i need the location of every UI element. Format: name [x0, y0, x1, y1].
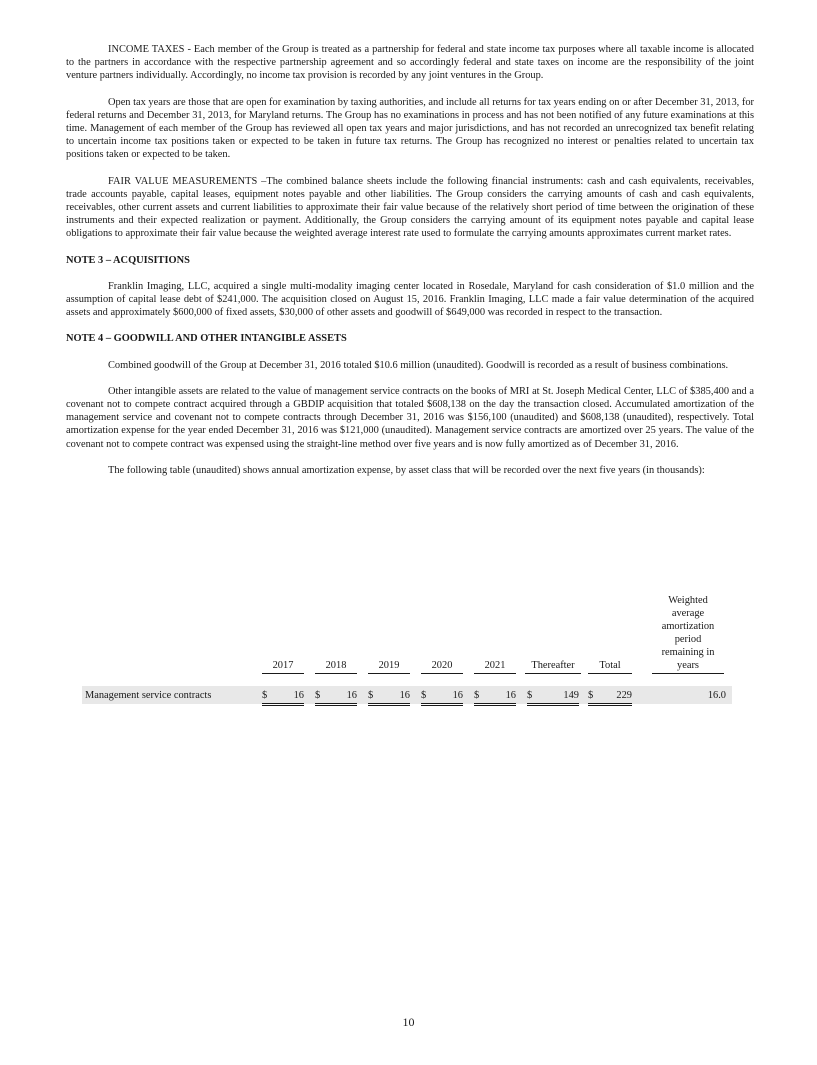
- cell-thereafter: [527, 689, 579, 706]
- note3-heading: NOTE 3 – ACQUISITIONS: [66, 254, 190, 266]
- col-header-2020: 2020: [421, 659, 463, 674]
- col-header-total: Total: [588, 659, 632, 674]
- note4-table-intro: The following table (unaudited) shows annual amortization expense, by asset class that will be recorded over the next five years (in thousands):: [108, 464, 705, 476]
- row-label: Management service contracts: [85, 690, 212, 701]
- table-row: [82, 686, 732, 704]
- value-weighted-average: 16.0: [707, 690, 726, 701]
- value-total: 229: [616, 690, 632, 701]
- page-number: 10: [402, 1015, 415, 1029]
- note4-intangibles-paragraph: Other intangible assets are related to the value of management service contracts on the books of MRI at St. Joseph Medical Center, LLC of $385,400 and a covenant not to compete contract acquired through a GBDIP acquisition that totaled $608,138 on the day the transaction closed. Accumulated amortization of the management service and covenant not to compete contracts through December 31, 2016 was $156,100 (unaudited) and $608,138 (unaudited), respectively. Total amortization expense for the year ended December 31, 2016 was $121,000 (unaudited). Management service contracts are amortized over 25 years. The value of the covenant not to compete contract was expensed using the straight-line method over five years and is now fully amortized as of December 31, 2016.: [66, 385, 754, 450]
- currency-symbol: $: [421, 690, 427, 701]
- table-header: [82, 588, 732, 674]
- currency-symbol: $: [474, 690, 480, 701]
- currency-symbol: $: [588, 690, 594, 701]
- note4-goodwill-paragraph: Combined goodwill of the Group at December 31, 2016 totaled $10.6 million (unaudited). Goodwill is recorded as a result of business combinations.: [108, 359, 729, 371]
- currency-symbol: $: [527, 690, 533, 701]
- value-2018: 16: [346, 690, 357, 701]
- value-2017: 16: [293, 690, 304, 701]
- col-header-thereafter: Thereafter: [525, 659, 581, 674]
- col-header-2021: 2021: [474, 659, 516, 674]
- weighted-header-line: average: [671, 608, 705, 619]
- col-header-2019: 2019: [368, 659, 410, 674]
- weighted-header-line: remaining in: [661, 647, 715, 658]
- cell-2020: [421, 689, 463, 706]
- fair-value-paragraph: FAIR VALUE MEASUREMENTS –The combined balance sheets include the following financial instruments: cash and cash equivalents, receivables, trade accounts payable, capital leases, equipment notes payable and other liabilities. The Group considers the carrying amounts of cash and cash equivalents, receivables, other current assets and current liabilities to approximate their fair value because of the relatively short period of time between the origination of these instruments and their expected realization or payment. Additionally, the Group considers the carrying amount of its equipment notes payable and capital lease obligations to approximate their fair value because the weighted average interest rate used to formulate the carrying amounts approximates current market rates.: [66, 175, 754, 240]
- cell-2018: [315, 689, 357, 706]
- cell-2017: [262, 689, 304, 706]
- value-2019: 16: [399, 690, 410, 701]
- note4-heading: NOTE 4 – GOODWILL AND OTHER INTANGIBLE ASSETS: [66, 333, 347, 345]
- cell-2021: [474, 689, 516, 706]
- col-header-weighted-average: [652, 594, 724, 674]
- open-tax-years-paragraph: Open tax years are those that are open for examination by taxing authorities, and include all returns for tax years ending on or after December 31, 2013, for federal returns and December 31, 2013, for Maryland returns. The Group has no examinations in process and has not been notified of any future examinations at this time. Management of each member of the Group has reviewed all open tax years and major jurisdictions, and has not recorded an unrecognized tax benefit relating to uncertain income tax positions taken or expected to be taken in future tax returns. The Group has recognized no interest or penalties related to uncertain tax positions taken or expected to be taken.: [66, 96, 754, 161]
- income-taxes-paragraph: INCOME TAXES - Each member of the Group is treated as a partnership for federal and state income tax purposes where all taxable income is allocated to the partners in accordance with the respective partnership agreement and so accordingly federal and state taxes on income are the responsibility of the joint venture partners individually. Accordingly, no income tax provision is recorded by any joint ventures in the Group.: [66, 44, 754, 82]
- value-2021: 16: [505, 690, 516, 701]
- weighted-header-line: years: [677, 660, 699, 671]
- cell-2019: [368, 689, 410, 706]
- currency-symbol: $: [368, 690, 374, 701]
- amortization-table: [82, 588, 732, 704]
- col-header-2018: 2018: [315, 659, 357, 674]
- currency-symbol: $: [262, 690, 268, 701]
- weighted-header-line: Weighted: [668, 595, 708, 606]
- note3-paragraph: Franklin Imaging, LLC, acquired a single multi-modality imaging center located in Rosedale, Maryland for cash consideration of $1.0 million and the assumption of capital lease debt of $241,000. The acquisition closed on August 15, 2016. Franklin Imaging, LLC made a fair value determination of the acquired assets and approximately $600,000 of fixed assets, $30,000 of other assets and goodwill of $649,000 was recorded in respect to the transaction.: [66, 280, 754, 319]
- cell-total: [588, 689, 632, 706]
- weighted-header-line: period: [674, 634, 702, 645]
- value-2020: 16: [452, 690, 463, 701]
- weighted-header-line: amortization: [661, 621, 715, 632]
- col-header-2017: 2017: [262, 659, 304, 674]
- value-thereafter: 149: [563, 690, 579, 701]
- currency-symbol: $: [315, 690, 321, 701]
- document-body: [66, 43, 754, 490]
